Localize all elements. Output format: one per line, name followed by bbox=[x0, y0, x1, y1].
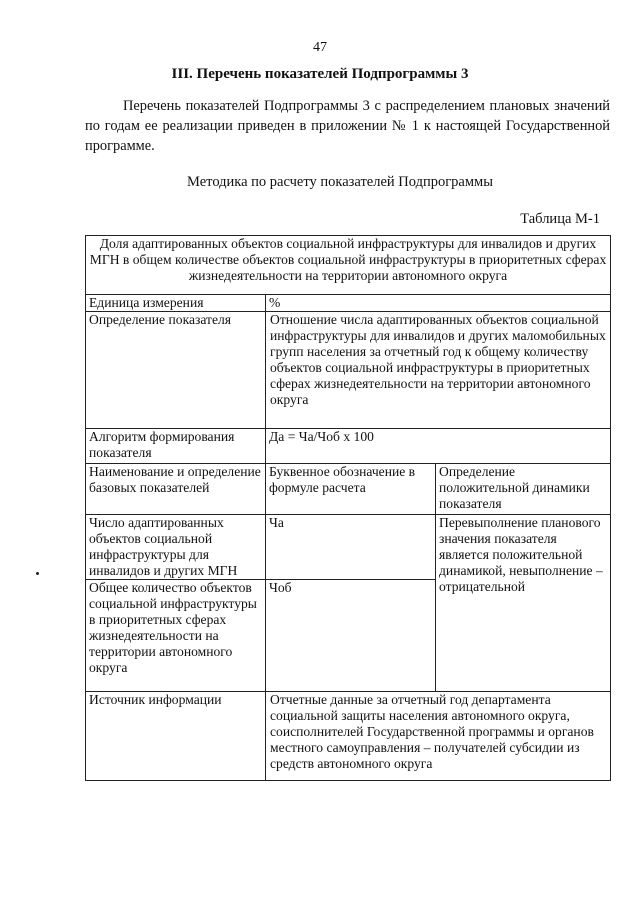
definition-row bbox=[86, 312, 611, 429]
method-title: Методика по расчету показателей Подпрограммы bbox=[187, 174, 493, 190]
base-indicator-name: Число адаптированных объектов социальной инфраструктуры для инвалидов и других МГН bbox=[86, 515, 266, 580]
source-value: Отчетные данные за отчетный год департамента социальной защиты населения автономного округа, соисполнителей Государственной программы и органов местного самоуправления – получателей субсидии из средств автономного округа bbox=[266, 692, 611, 781]
algorithm-formula: Да = Ча/Чоб х 100 bbox=[266, 429, 611, 464]
base-indicator-name: Общее количество объектов социальной инфраструктуры в приоритетных сферах жизнедеятельности на территории автономного округа bbox=[86, 580, 266, 692]
unit-row bbox=[86, 295, 611, 312]
source-row bbox=[86, 692, 611, 781]
dynamics-header: Определение положительной динамики показателя bbox=[436, 464, 611, 515]
table-header-row bbox=[86, 236, 611, 295]
algorithm-row bbox=[86, 429, 611, 464]
base-indicator-symbol: Чоб bbox=[266, 580, 436, 692]
table-label: Таблица М-1 bbox=[520, 211, 600, 227]
dynamics-description: Перевыполнение планового значения показателя является положительной динамикой, невыполнение – отрицательной bbox=[436, 515, 611, 692]
metric-table bbox=[85, 235, 611, 781]
indicator-title: Доля адаптированных объектов социальной инфраструктуры для инвалидов и других МГН в общем количестве объектов социальной инфраструктуры в приоритетных сферах жизнедеятельности на территории автономного округа bbox=[86, 236, 611, 295]
base-indicator-symbol: Ча bbox=[266, 515, 436, 580]
definition-value: Отношение числа адаптированных объектов социальной инфраструктуры для инвалидов и других маломобильных групп населения за отчетный год к общему количеству объектов социальной инфраструктуры в приоритетных сферах жизнедеятельности на территории автономного округа bbox=[266, 312, 611, 429]
page-number: 47 bbox=[313, 40, 327, 55]
source-label: Источник информации bbox=[86, 692, 266, 781]
letter-symbol-header: Буквенное обозначение в формуле расчета bbox=[266, 464, 436, 515]
algorithm-label: Алгоритм формирования показателя bbox=[86, 429, 266, 464]
intro-paragraph: Перечень показателей Подпрограммы 3 с распределением плановых значений по годам ее реализации приведен в приложении № 1 к настоящей Государственной программе. bbox=[85, 98, 610, 154]
base-indicators-header-row bbox=[86, 464, 611, 515]
margin-dot bbox=[36, 572, 39, 575]
definition-label: Определение показателя bbox=[86, 312, 266, 429]
base-indicators-label: Наименование и определение базовых показателей bbox=[86, 464, 266, 515]
unit-label: Единица измерения bbox=[86, 295, 266, 312]
unit-value: % bbox=[266, 295, 611, 312]
table-row bbox=[86, 515, 611, 580]
section-title: III. Перечень показателей Подпрограммы 3 bbox=[171, 66, 469, 82]
